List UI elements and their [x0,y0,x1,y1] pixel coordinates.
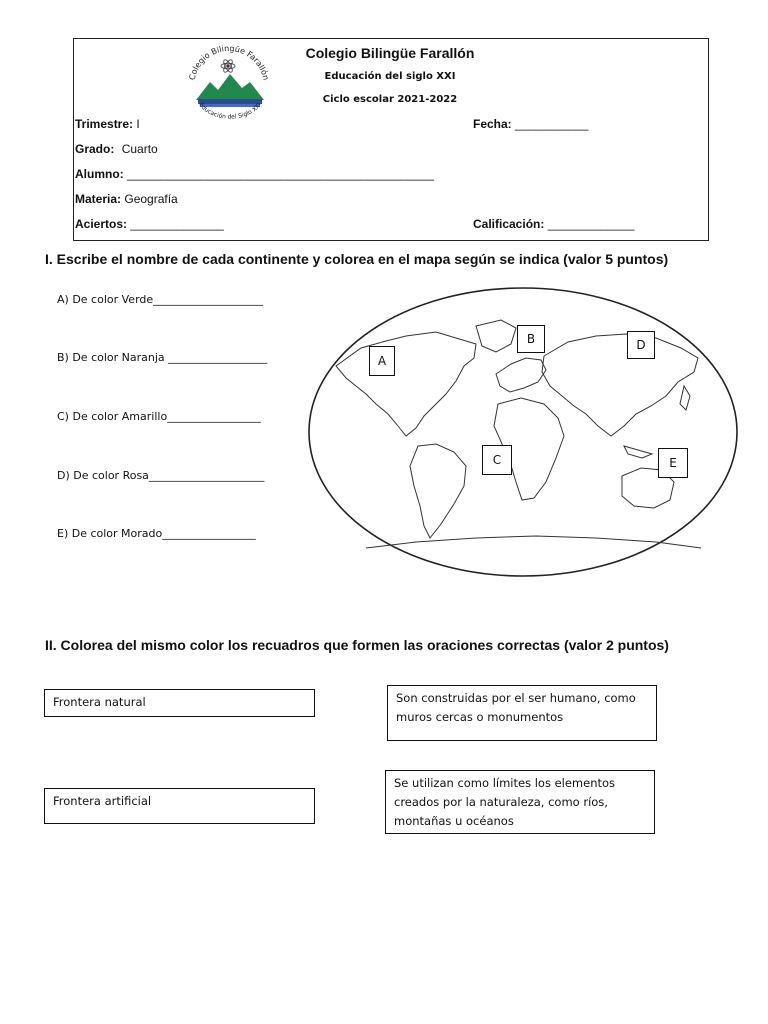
box-frontera-artificial[interactable]: Frontera artificial [44,788,315,824]
option-e[interactable]: E) De color Morado_________________ [57,527,256,540]
alumno-label: Alumno: [75,167,124,181]
materia-field [75,192,178,206]
fecha-label: Fecha: [473,117,512,131]
map-label-e[interactable]: E [658,448,688,478]
option-d[interactable]: D) De color Rosa_____________________ [57,469,265,482]
option-a[interactable]: A) De color Verde____________________ [57,293,264,306]
school-name: Colegio Bilingüe Farallón [305,45,475,61]
calificacion-field [473,217,634,231]
grado-field [75,142,158,156]
map-label-d[interactable]: D [627,331,655,359]
trimestre-field [75,117,140,131]
section2-title: II. Colorea del mismo color los recuadros que formen las oraciones correctas (valor 2 puntos) [45,637,669,653]
option-b[interactable]: B) De color Naranja __________________ [57,351,268,364]
trimestre-value: I [136,117,140,131]
header-box [73,38,709,241]
school-subtitle: Educación del siglo XXI [324,71,456,82]
map-label-c[interactable]: C [482,445,512,475]
option-c[interactable]: C) De color Amarillo_________________ [57,410,261,423]
map-label-b[interactable]: B [517,325,545,353]
section1-title: I. Escribe el nombre de cada continente y colorea en el mapa según se indica (valor 5 puntos) [45,251,669,267]
aciertos-field [75,217,224,231]
materia-value: Geografía [124,192,178,206]
logo-bottom-text: Educación del Siglo XXI [197,101,263,121]
fecha-field [473,117,588,131]
box-naturaleza[interactable]: Se utilizan como límites los elementos creados por la naturaleza, como ríos, montañas u océanos [385,770,655,834]
aciertos-label: Aciertos: [75,217,128,231]
materia-label: Materia: [75,192,122,206]
logo-top-text: Colegio Bilingüe Farallón [187,44,271,81]
school-year: Ciclo escolar 2021-2022 [322,94,458,105]
alumno-field [75,167,434,181]
grado-value: Cuarto [121,142,158,156]
grado-label: Grado: [75,142,115,156]
fecha-blank[interactable]: ___________ [515,117,589,131]
alumno-blank[interactable]: ______________________________________________ [127,167,434,181]
box-construidas[interactable]: Son construidas por el ser humano, como muros cercas o monumentos [387,685,657,741]
world-map [306,286,740,578]
trimestre-label: Trimestre: [75,117,134,131]
calificacion-label: Calificación: [473,217,545,231]
aciertos-blank[interactable]: ______________ [130,217,224,231]
map-label-a[interactable]: A [369,346,395,376]
box-frontera-natural[interactable]: Frontera natural [44,689,315,717]
calificacion-blank[interactable]: _____________ [547,217,635,231]
